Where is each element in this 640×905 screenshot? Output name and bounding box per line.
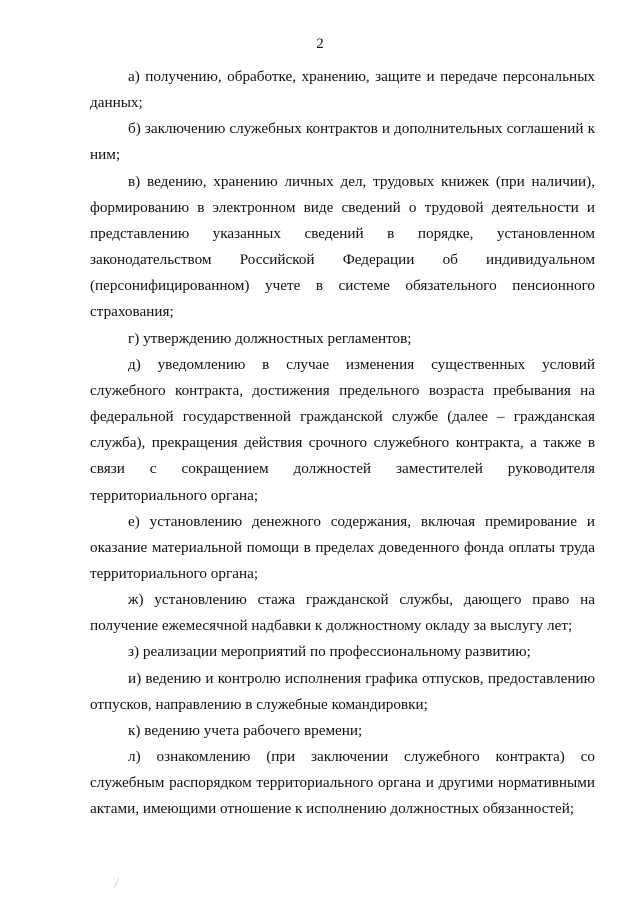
paragraph-g: г) утверждению должностных регламентов; — [128, 329, 412, 347]
paragraph-b: б) заключению служебных контрактов и дополнительных соглашений к ним; — [90, 120, 595, 164]
paragraph-zh: ж) установлению стажа гражданской службы, дающего право на получение ежемесячной надбавки к должностному окладу за выслугу лет; — [90, 591, 595, 635]
paragraph-d: д) уведомлению в случае изменения существенных условий служебного контракта, достижения предельного возраста пребывания на федеральной государственной гражданской службе (далее – гражданская служба), прекращения действия срочного служебного контракта, а также в связи с сокращением должностей заместителей руководителя территориального органа; — [90, 355, 595, 504]
paragraph-l: л) ознакомлению (при заключении служебного контракта) со служебным распорядком территориального органа и другими нормативными актами, имеющими отношение к исполнению должностных обязанностей; — [90, 748, 595, 818]
paragraph-v: в) ведению, хранению личных дел, трудовых книжек (при наличии), формированию в электронном виде сведений о трудовой деятельности и представлению указанных сведений в порядке, установленном законодательством Российской Федерации об индивидуальном (персонифицированном) учете в системе обязательного пенсионного страхования; — [90, 172, 595, 321]
paragraph-i: и) ведению и контролю исполнения графика отпусков, предоставлению отпусков, направлению в служебные командировки; — [90, 669, 595, 713]
page-number: 2 — [316, 36, 324, 52]
document-body — [90, 64, 595, 823]
paragraph-z: з) реализации мероприятий по профессиональному развитию; — [128, 643, 531, 661]
paragraph-e: е) установлению денежного содержания, включая премирование и оказание материальной помощи в пределах доведенного фонда оплаты труда территориального органа; — [90, 512, 595, 582]
paragraph-a: а) получению, обработке, хранению, защите и передаче персональных данных; — [90, 68, 595, 112]
scan-artifact-mark — [114, 878, 121, 888]
paragraph-k: к) ведению учета рабочего времени; — [128, 721, 363, 739]
